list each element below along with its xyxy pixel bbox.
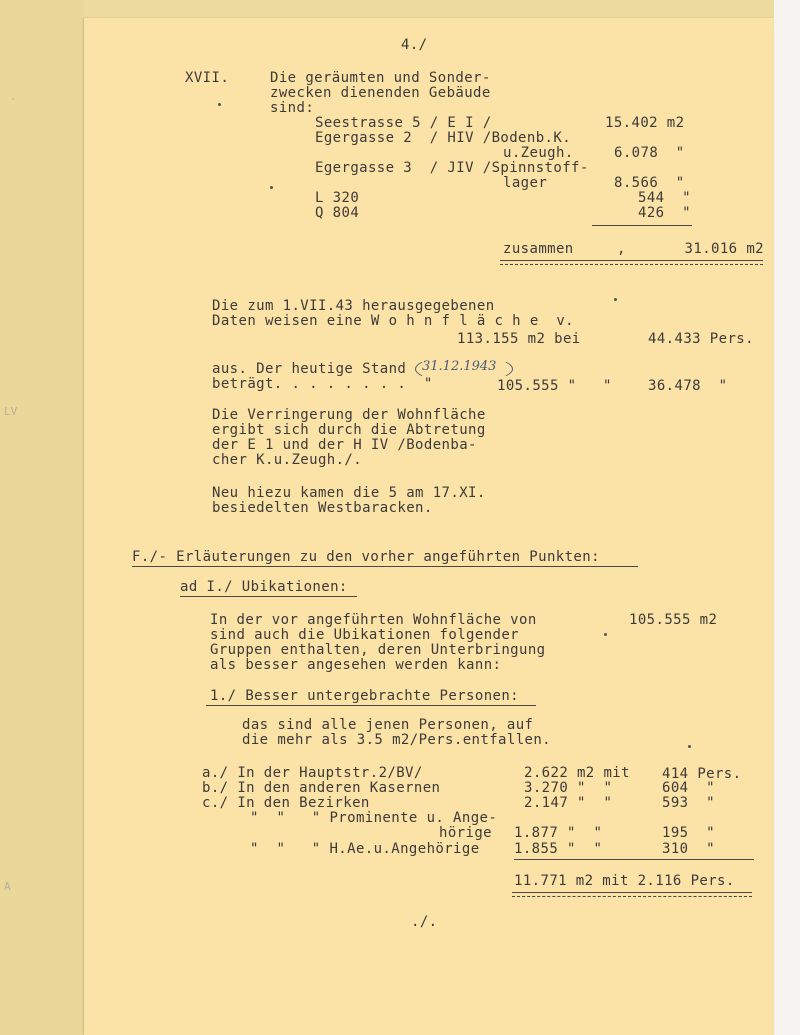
table-row-area: 1.855 " " — [514, 841, 603, 857]
intro-line: In der vor angeführten Wohnfläche von — [210, 612, 537, 628]
building-value: 6.078 " — [614, 145, 685, 161]
table-row-area: 2.622 m2 mit — [524, 765, 630, 781]
building-value: 544 " — [638, 190, 691, 206]
table-row-persons: 414 Pers. — [662, 766, 742, 782]
table-row-area: 2.147 " " — [524, 795, 613, 811]
document-page — [84, 18, 774, 1035]
table-total-double-underline — [512, 896, 752, 897]
building-value: 15.402 m2 — [605, 115, 685, 131]
speck — [604, 633, 607, 636]
group-desc-line: das sind alle jenen Personen, auf — [242, 717, 534, 733]
building-name: L 320 — [315, 190, 360, 206]
intro-line: sind auch die Ubikationen folgender — [210, 627, 520, 643]
reduction-line: ergibt sich durch die Abtretung — [212, 422, 486, 438]
speck — [270, 186, 273, 189]
table-row-area: 3.270 " " — [524, 780, 613, 796]
building-name-cont: lager — [503, 175, 548, 191]
left-underlying-sheet: . LV A — [0, 0, 85, 1035]
building-name: Seestrasse 5 / E I / — [315, 115, 492, 131]
group-desc-line: die mehr als 3.5 m2/Pers.entfallen. — [242, 732, 552, 748]
building-name-cont: u.Zeugh. — [503, 145, 574, 161]
total-comma: , — [617, 241, 626, 257]
page-number: 4./ — [401, 37, 428, 53]
handwritten-date: 31.12.1943 — [422, 359, 497, 374]
intro-line: Gruppen enthalten, deren Unterbringung — [210, 642, 546, 658]
data-para-line: Daten weisen eine W o h n f l ä c h e v. — [212, 313, 574, 329]
sub-heading: ad I./ Ubikationen: — [180, 579, 348, 595]
data-area: 113.155 m2 bei — [457, 331, 581, 347]
table-row-label: " " " H.Ae.u.Angehörige — [250, 841, 480, 857]
building-name: Q 804 — [315, 205, 360, 221]
section-intro-line: zwecken dienenden Gebäude — [270, 85, 491, 101]
reduction-line: der E 1 und der H IV /Bodenba- — [212, 437, 477, 453]
reduction-line: cher K.u.Zeugh./. — [212, 452, 363, 468]
sub-heading-underline — [180, 596, 357, 597]
data-persons: 44.433 Pers. — [648, 331, 754, 347]
table-row-persons: 310 " — [662, 841, 715, 857]
page-top-edge — [84, 0, 774, 19]
table-row-label: b./ In den anderen Kasernen — [202, 780, 441, 796]
table-row-label: c./ In den Bezirken — [202, 795, 370, 811]
sum-rule — [592, 225, 692, 226]
building-value: 426 " — [638, 205, 691, 221]
intro-line: als besser angesehen werden kann: — [210, 657, 502, 673]
speck — [688, 745, 691, 748]
group-heading: 1./ Besser untergebrachte Personen: — [210, 688, 520, 704]
section-intro-line: sind: — [270, 100, 315, 116]
section-intro-line: Die geräumten und Sonder- — [270, 70, 491, 86]
table-row-area: 1.877 " " — [514, 825, 603, 841]
intro-value: 105.555 m2 — [629, 612, 718, 628]
table-row-label: a./ In der Hauptstr.2/BV/ — [202, 765, 423, 781]
building-name: Egergasse 2 / HIV /Bodenb.K. — [315, 130, 572, 146]
data-para-line: Die zum 1.VII.43 herausgegebenen — [212, 298, 495, 314]
table-total: 11.771 m2 mit 2.116 Pers. — [514, 873, 735, 889]
building-value: 8.566 " — [614, 175, 685, 191]
table-row-persons: 593 " — [662, 795, 715, 811]
total-value: 31.016 m2 — [684, 241, 764, 257]
reduction-line: Die Verringerung der Wohnfläche — [212, 407, 486, 423]
speck — [614, 298, 617, 301]
total-double-underline — [500, 264, 763, 265]
section-label: XVII. — [185, 70, 230, 86]
section-f-underline — [132, 566, 638, 567]
table-row-label-cont: hörige — [439, 825, 492, 841]
total-label: zusammen — [503, 241, 574, 257]
group-heading-underline — [206, 705, 536, 706]
table-row-persons: 195 " — [662, 825, 715, 841]
data-para-line: beträgt. . . . . . . . " — [212, 376, 433, 392]
table-row-label: " " " Prominente u. Ange- — [250, 810, 498, 826]
data-persons: 36.478 " — [648, 378, 728, 394]
page-footer-mark: ./. — [411, 914, 438, 930]
new-line: besiedelten Westbaracken. — [212, 500, 433, 516]
new-line: Neu hiezu kamen die 5 am 17.XI. — [212, 485, 486, 501]
table-sum-rule — [514, 859, 754, 860]
scan-margin — [774, 0, 800, 1035]
section-f-heading: F./- Erläuterungen zu den vorher angeführten Punkten: — [132, 549, 600, 565]
total-underline — [500, 260, 763, 261]
data-area: 105.555 " " — [497, 378, 612, 394]
table-total-underline — [512, 892, 752, 893]
speck — [218, 103, 221, 106]
table-row-persons: 604 " — [662, 780, 715, 796]
building-name: Egergasse 3 / JIV /Spinnstoff- — [315, 160, 589, 176]
data-para-line: aus. Der heutige Stand — [212, 361, 407, 377]
